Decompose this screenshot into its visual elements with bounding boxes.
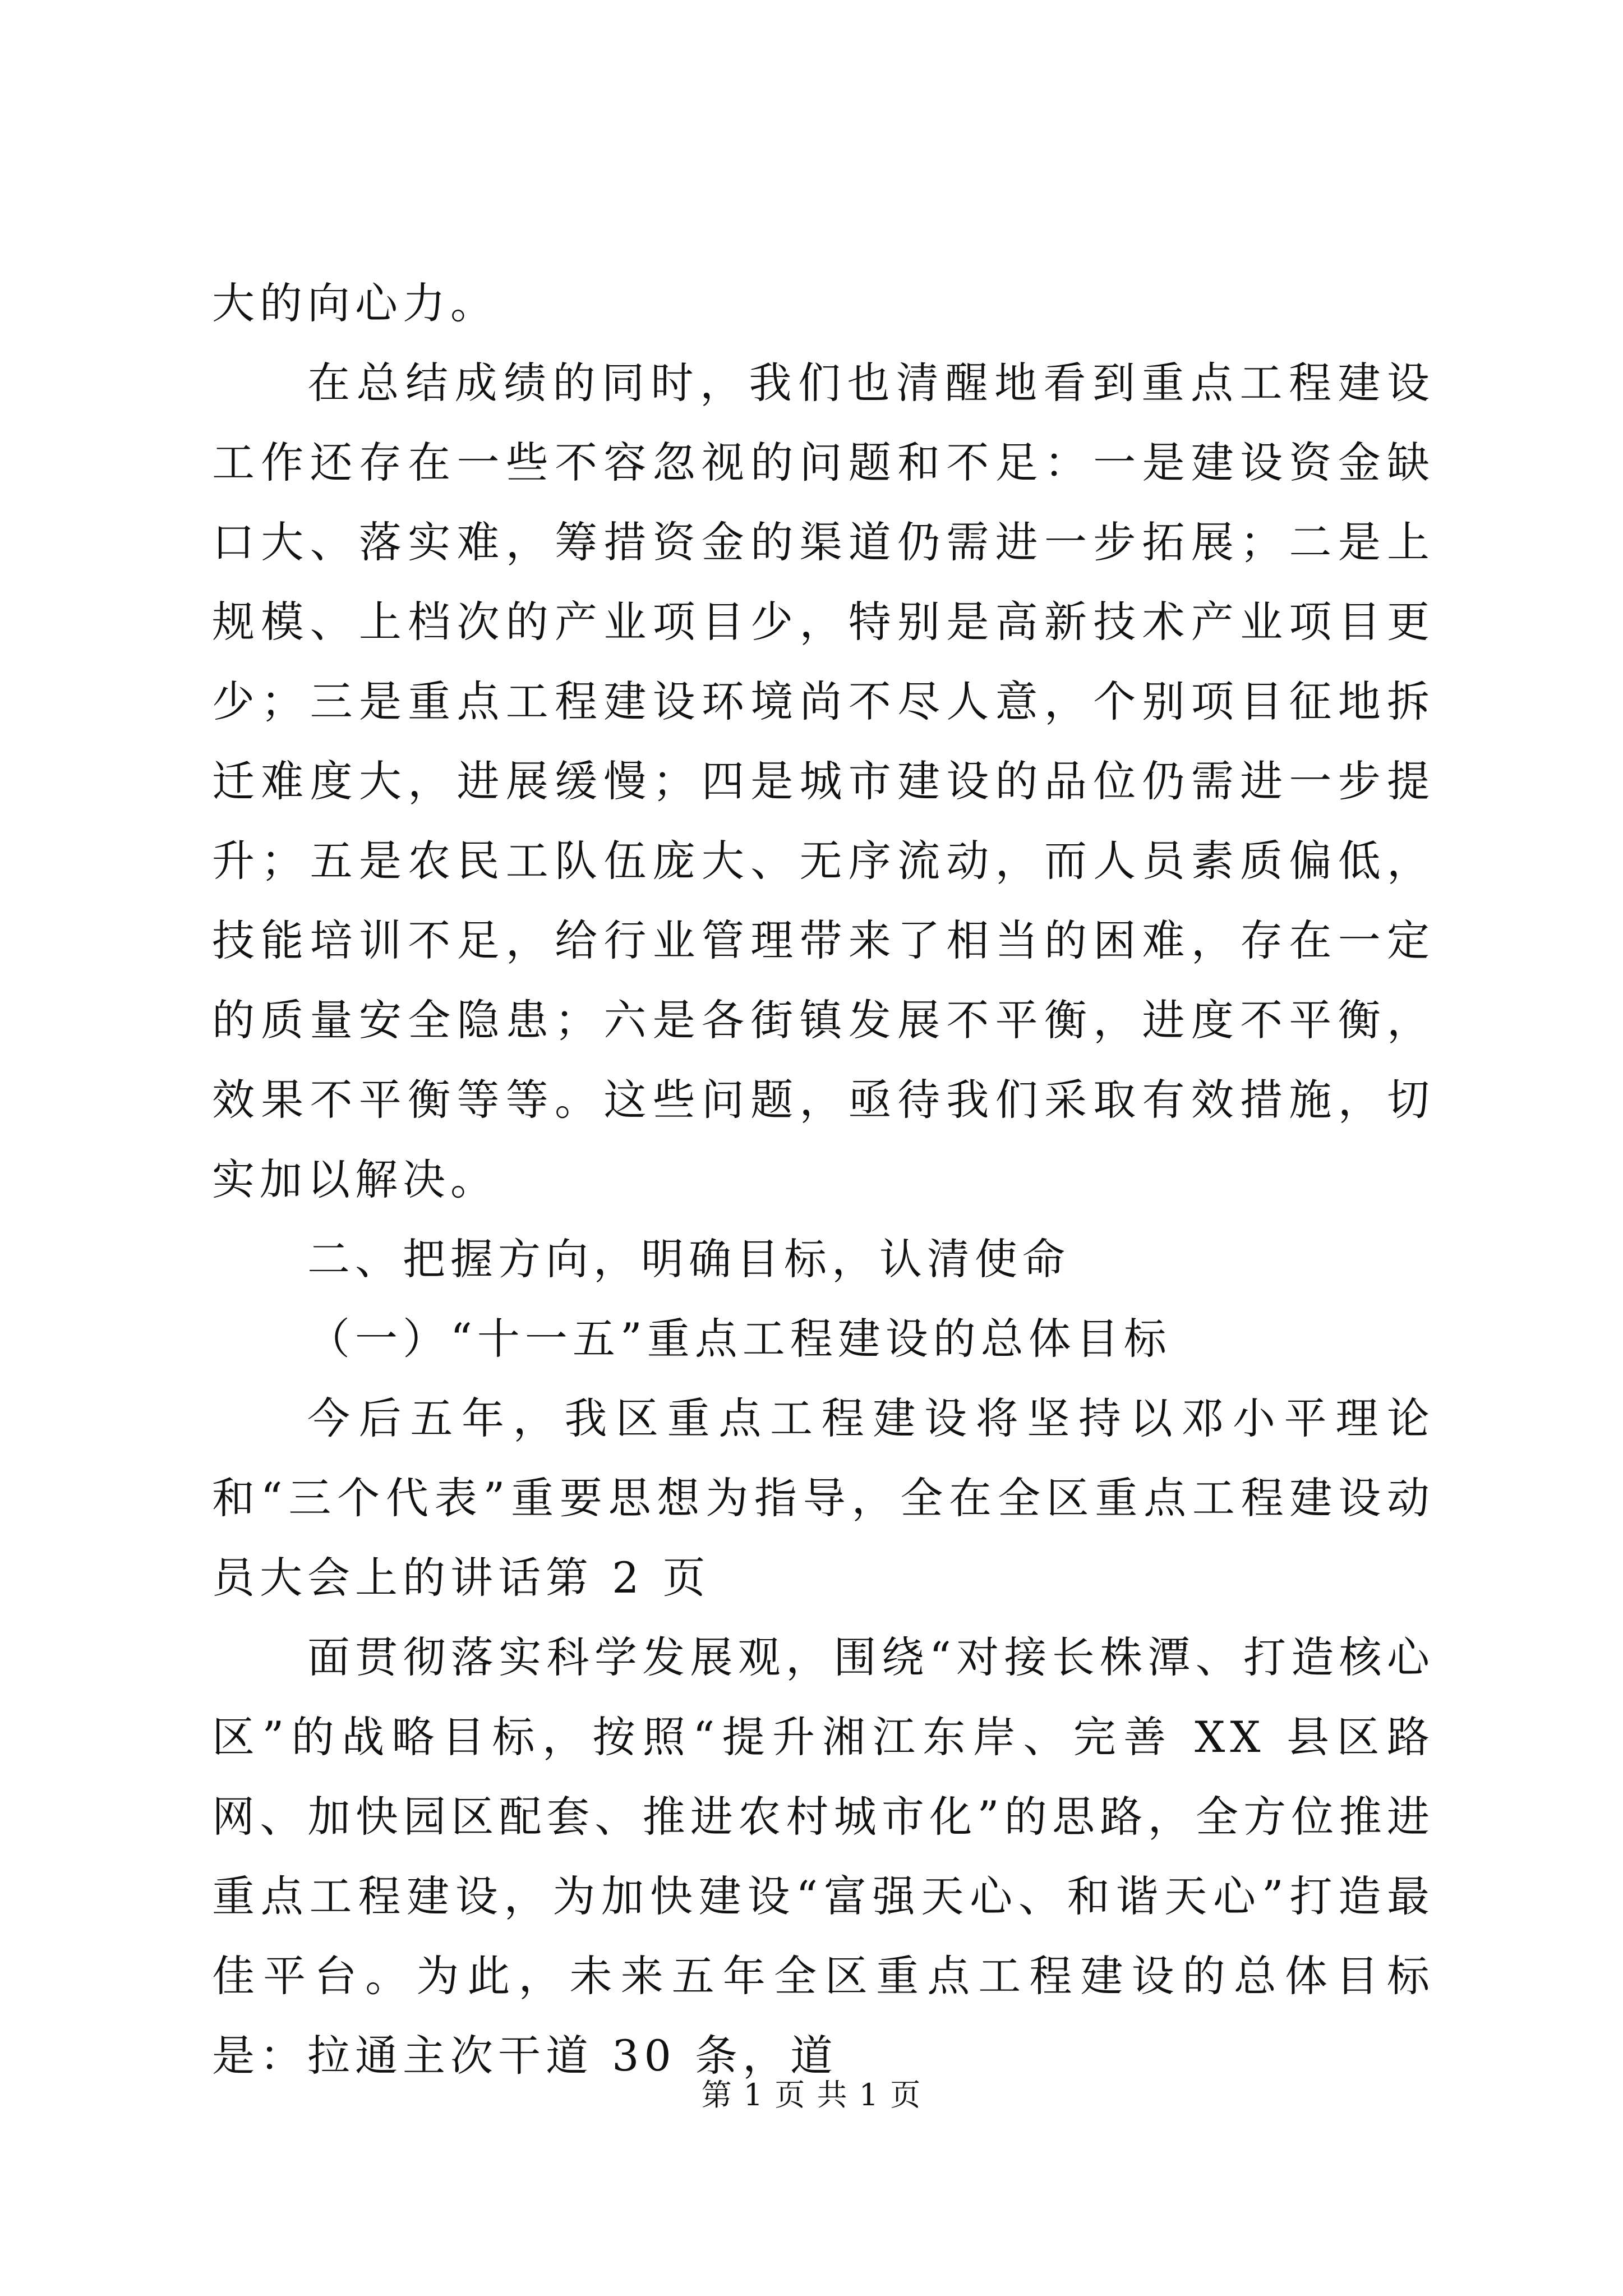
paragraph-guidance: 今后五年，我区重点工程建设将坚持以邓小平理论和“三个代表”重要思想为指导，全在全区重点工程建设动员大会上的讲话第 2 页 (212, 1393, 1435, 1603)
subsection-heading: （一）“十一五”重点工程建设的总体目标 (307, 1314, 1172, 1364)
paragraph-continuation: 大的向心力。 (212, 278, 498, 328)
page-footer: 第 1 页 共 1 页 (701, 2077, 922, 2113)
paragraph-goals: 面贯彻落实科学发展观，围绕“对接长株潭、打造核心区”的战略目标，按照“提升湘江东岸、完善 XX 县区路网、加快园区配套、推进农村城市化”的思路，全方位推进重点工程建设，为加快建设“富强天心、和谐天心”打造最佳平台。为此，未来五年全区重点工程建设的总体目标是：拉通主次干道 30 条，道 (212, 1632, 1435, 2081)
section-heading: 二、把握方向，明确目标，认清使命 (307, 1234, 1070, 1284)
paragraph-problems: 在总结成绩的同时，我们也清醒地看到重点工程建设工作还存在一些不容忽视的问题和不足：一是建设资金缺口大、落实难，筹措资金的渠道仍需进一步拓展；二是上规模、上档次的产业项目少，特别是高新技术产业项目更少；三是重点工程建设环境尚不尽人意，个别项目征地拆迁难度大，进展缓慢；四是城市建设的品位仍需进一步提升；五是农民工队伍庞大、无序流动，而人员素质偏低，技能培训不足，给行业管理带来了相当的困难，存在一定的质量安全隐患；六是各街镇发展不平衡，进度不平衡，效果不平衡等等。这些问题，亟待我们采取有效措施，切实加以解决。 (212, 358, 1435, 1204)
document-body (212, 264, 1435, 2096)
